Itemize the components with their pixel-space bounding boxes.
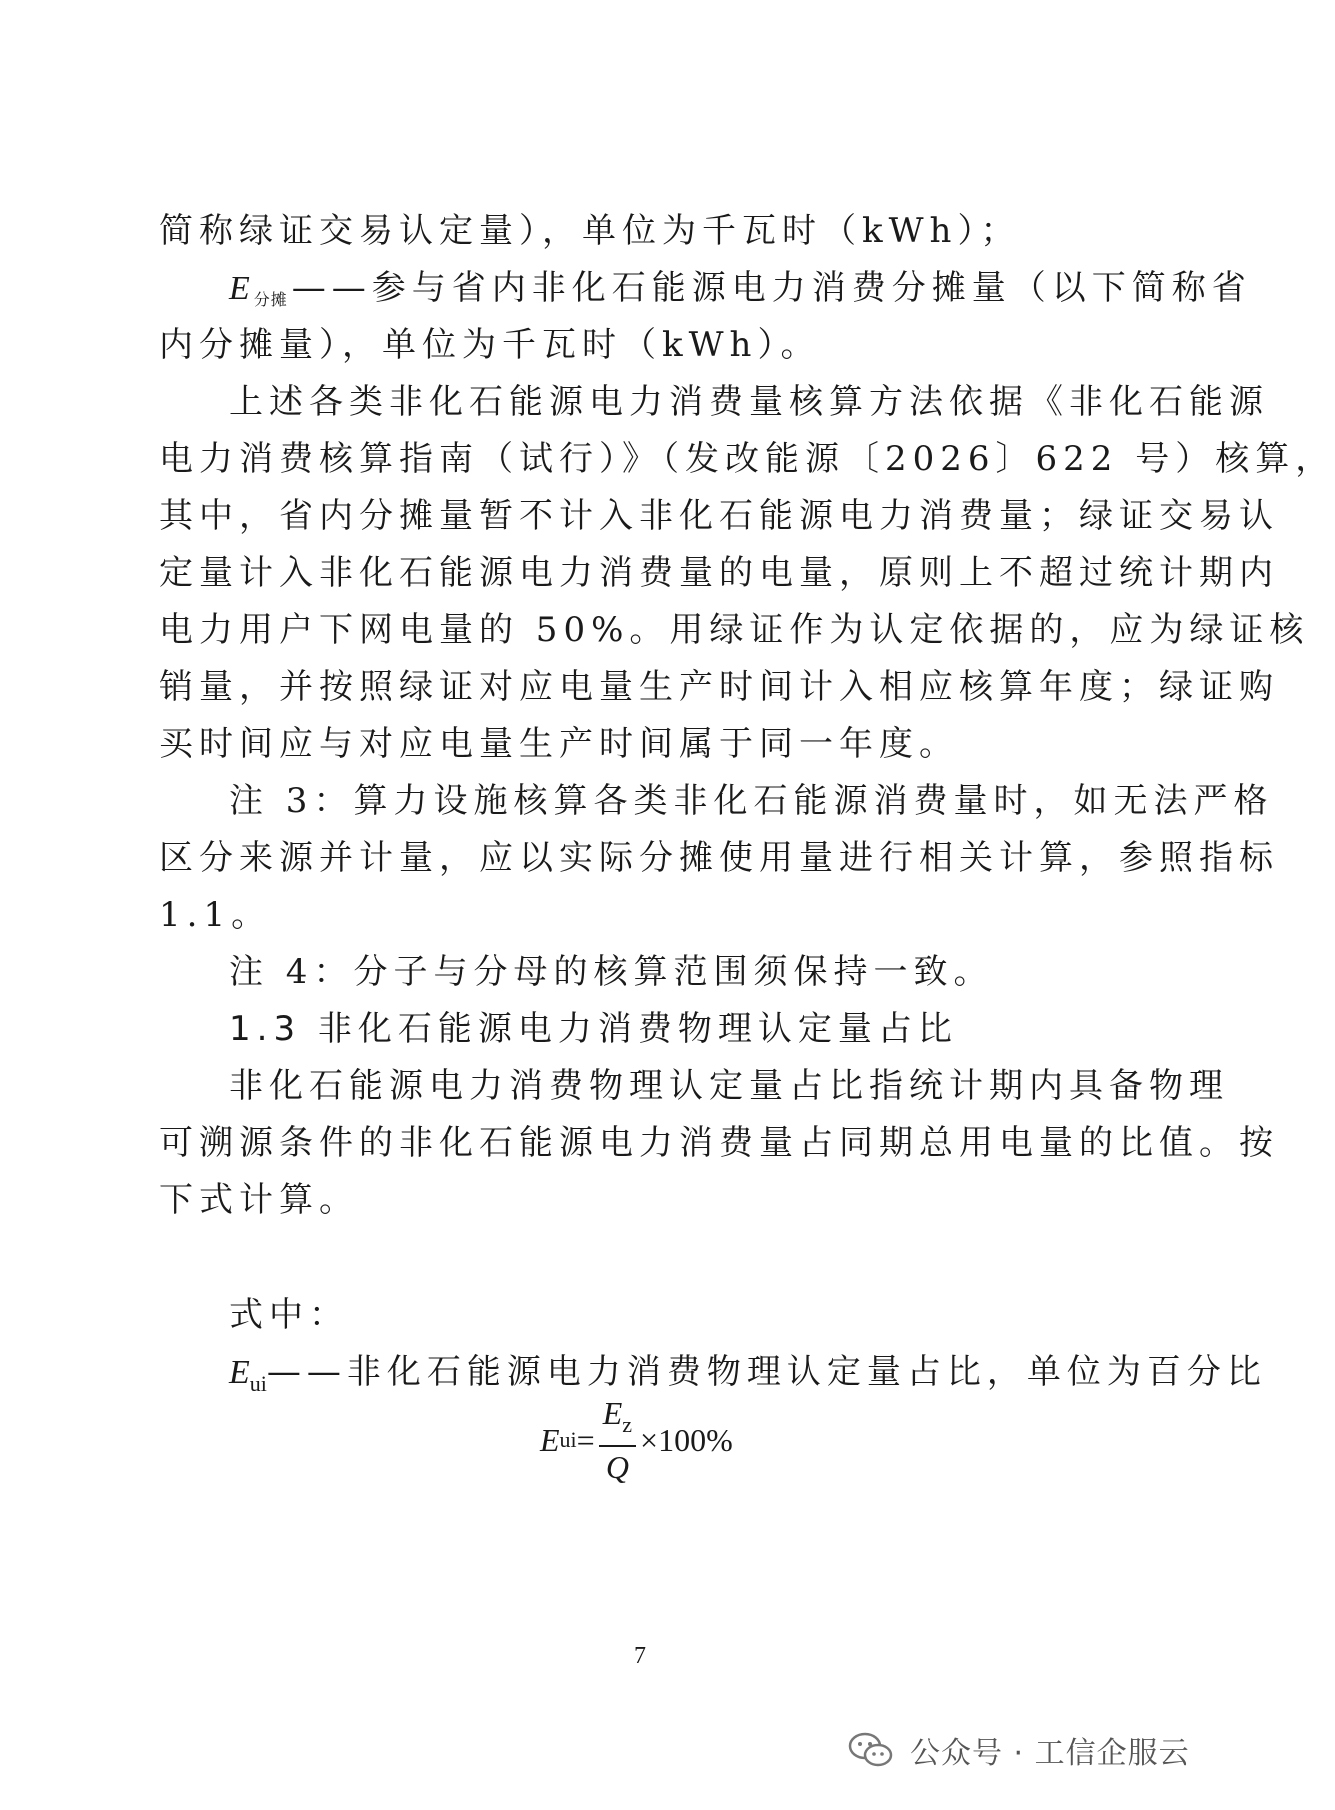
text-line: 销量，并按照绿证对应电量生产时间计入相应核算年度；绿证购 bbox=[159, 667, 1279, 707]
where-label: 式中： bbox=[229, 1295, 349, 1335]
text-line: 内分摊量），单位为千瓦时（kWh）。 bbox=[159, 325, 821, 365]
note-4: 注 4：分子与分母的核算范围须保持一致。 bbox=[229, 952, 994, 992]
text-line: 可溯源条件的非化石能源电力消费量占同期总用电量的比值。按 bbox=[159, 1123, 1279, 1163]
text-line: 非化石能源电力消费物理认定量占比指统计期内具备物理 bbox=[229, 1066, 1229, 1106]
text-line: 定量计入非化石能源电力消费量的电量，原则上不超过统计期内 bbox=[159, 553, 1279, 593]
numerator-symbol: E bbox=[602, 1395, 623, 1431]
text-line: 下式计算。 bbox=[159, 1180, 359, 1220]
text-line: 买时间应与对应电量生产时间属于同一年度。 bbox=[159, 724, 959, 764]
symbol-e: E bbox=[229, 270, 250, 307]
formula-fraction bbox=[599, 1395, 636, 1485]
formula-lhs: E bbox=[540, 1421, 560, 1458]
formula-denominator: Q bbox=[605, 1449, 629, 1485]
text-line: 其中，省内分摊量暂不计入非化石能源电力消费量；绿证交易认 bbox=[159, 496, 1279, 536]
formula-tail: ×100% bbox=[640, 1421, 733, 1458]
text-line: 上述各类非化石能源电力消费量核算方法依据《非化石能源 bbox=[229, 382, 1269, 422]
text-line-e-fentan bbox=[229, 268, 1252, 320]
formula-equals: = bbox=[576, 1421, 595, 1458]
symbol-subscript: ui bbox=[249, 1371, 267, 1396]
text-line: 电力消费核算指南（试行）》（发改能源〔2026〕622 号）核算， bbox=[159, 439, 1335, 479]
formula-lhs-subscript: ui bbox=[559, 1427, 577, 1452]
section-heading: 1.3 非化石能源电力消费物理认定量占比 bbox=[229, 1009, 958, 1049]
symbol-e: E bbox=[229, 1354, 250, 1391]
definition-text: ——非化石能源电力消费物理认定量占比，单位为百分比 bbox=[266, 1352, 1267, 1392]
definition-text: ——参与省内非化石能源电力消费分摊量（以下简称省 bbox=[291, 268, 1252, 308]
note-3: 注 3：算力设施核算各类非化石能源消费量时，如无法严格 bbox=[229, 781, 1274, 821]
numerator-subscript: z bbox=[622, 1412, 633, 1437]
page-number: 7 bbox=[634, 1643, 646, 1669]
symbol-subscript: 分摊 bbox=[253, 290, 288, 309]
wechat-icon bbox=[848, 1730, 894, 1770]
text-line: 区分来源并计量，应以实际分摊使用量进行相关计算，参照指标 bbox=[159, 838, 1279, 878]
formula bbox=[540, 1395, 733, 1485]
text-line: 简称绿证交易认定量），单位为千瓦时（kWh）； bbox=[159, 211, 1021, 251]
text-line-eui bbox=[229, 1352, 1267, 1404]
watermark-text: 公众号 · 工信企服云 bbox=[910, 1736, 1190, 1771]
text-line: 1.1。 bbox=[159, 895, 272, 935]
watermark bbox=[848, 1728, 1190, 1772]
text-line: 电力用户下网电量的 50%。用绿证作为认定依据的，应为绿证核 bbox=[159, 610, 1310, 650]
